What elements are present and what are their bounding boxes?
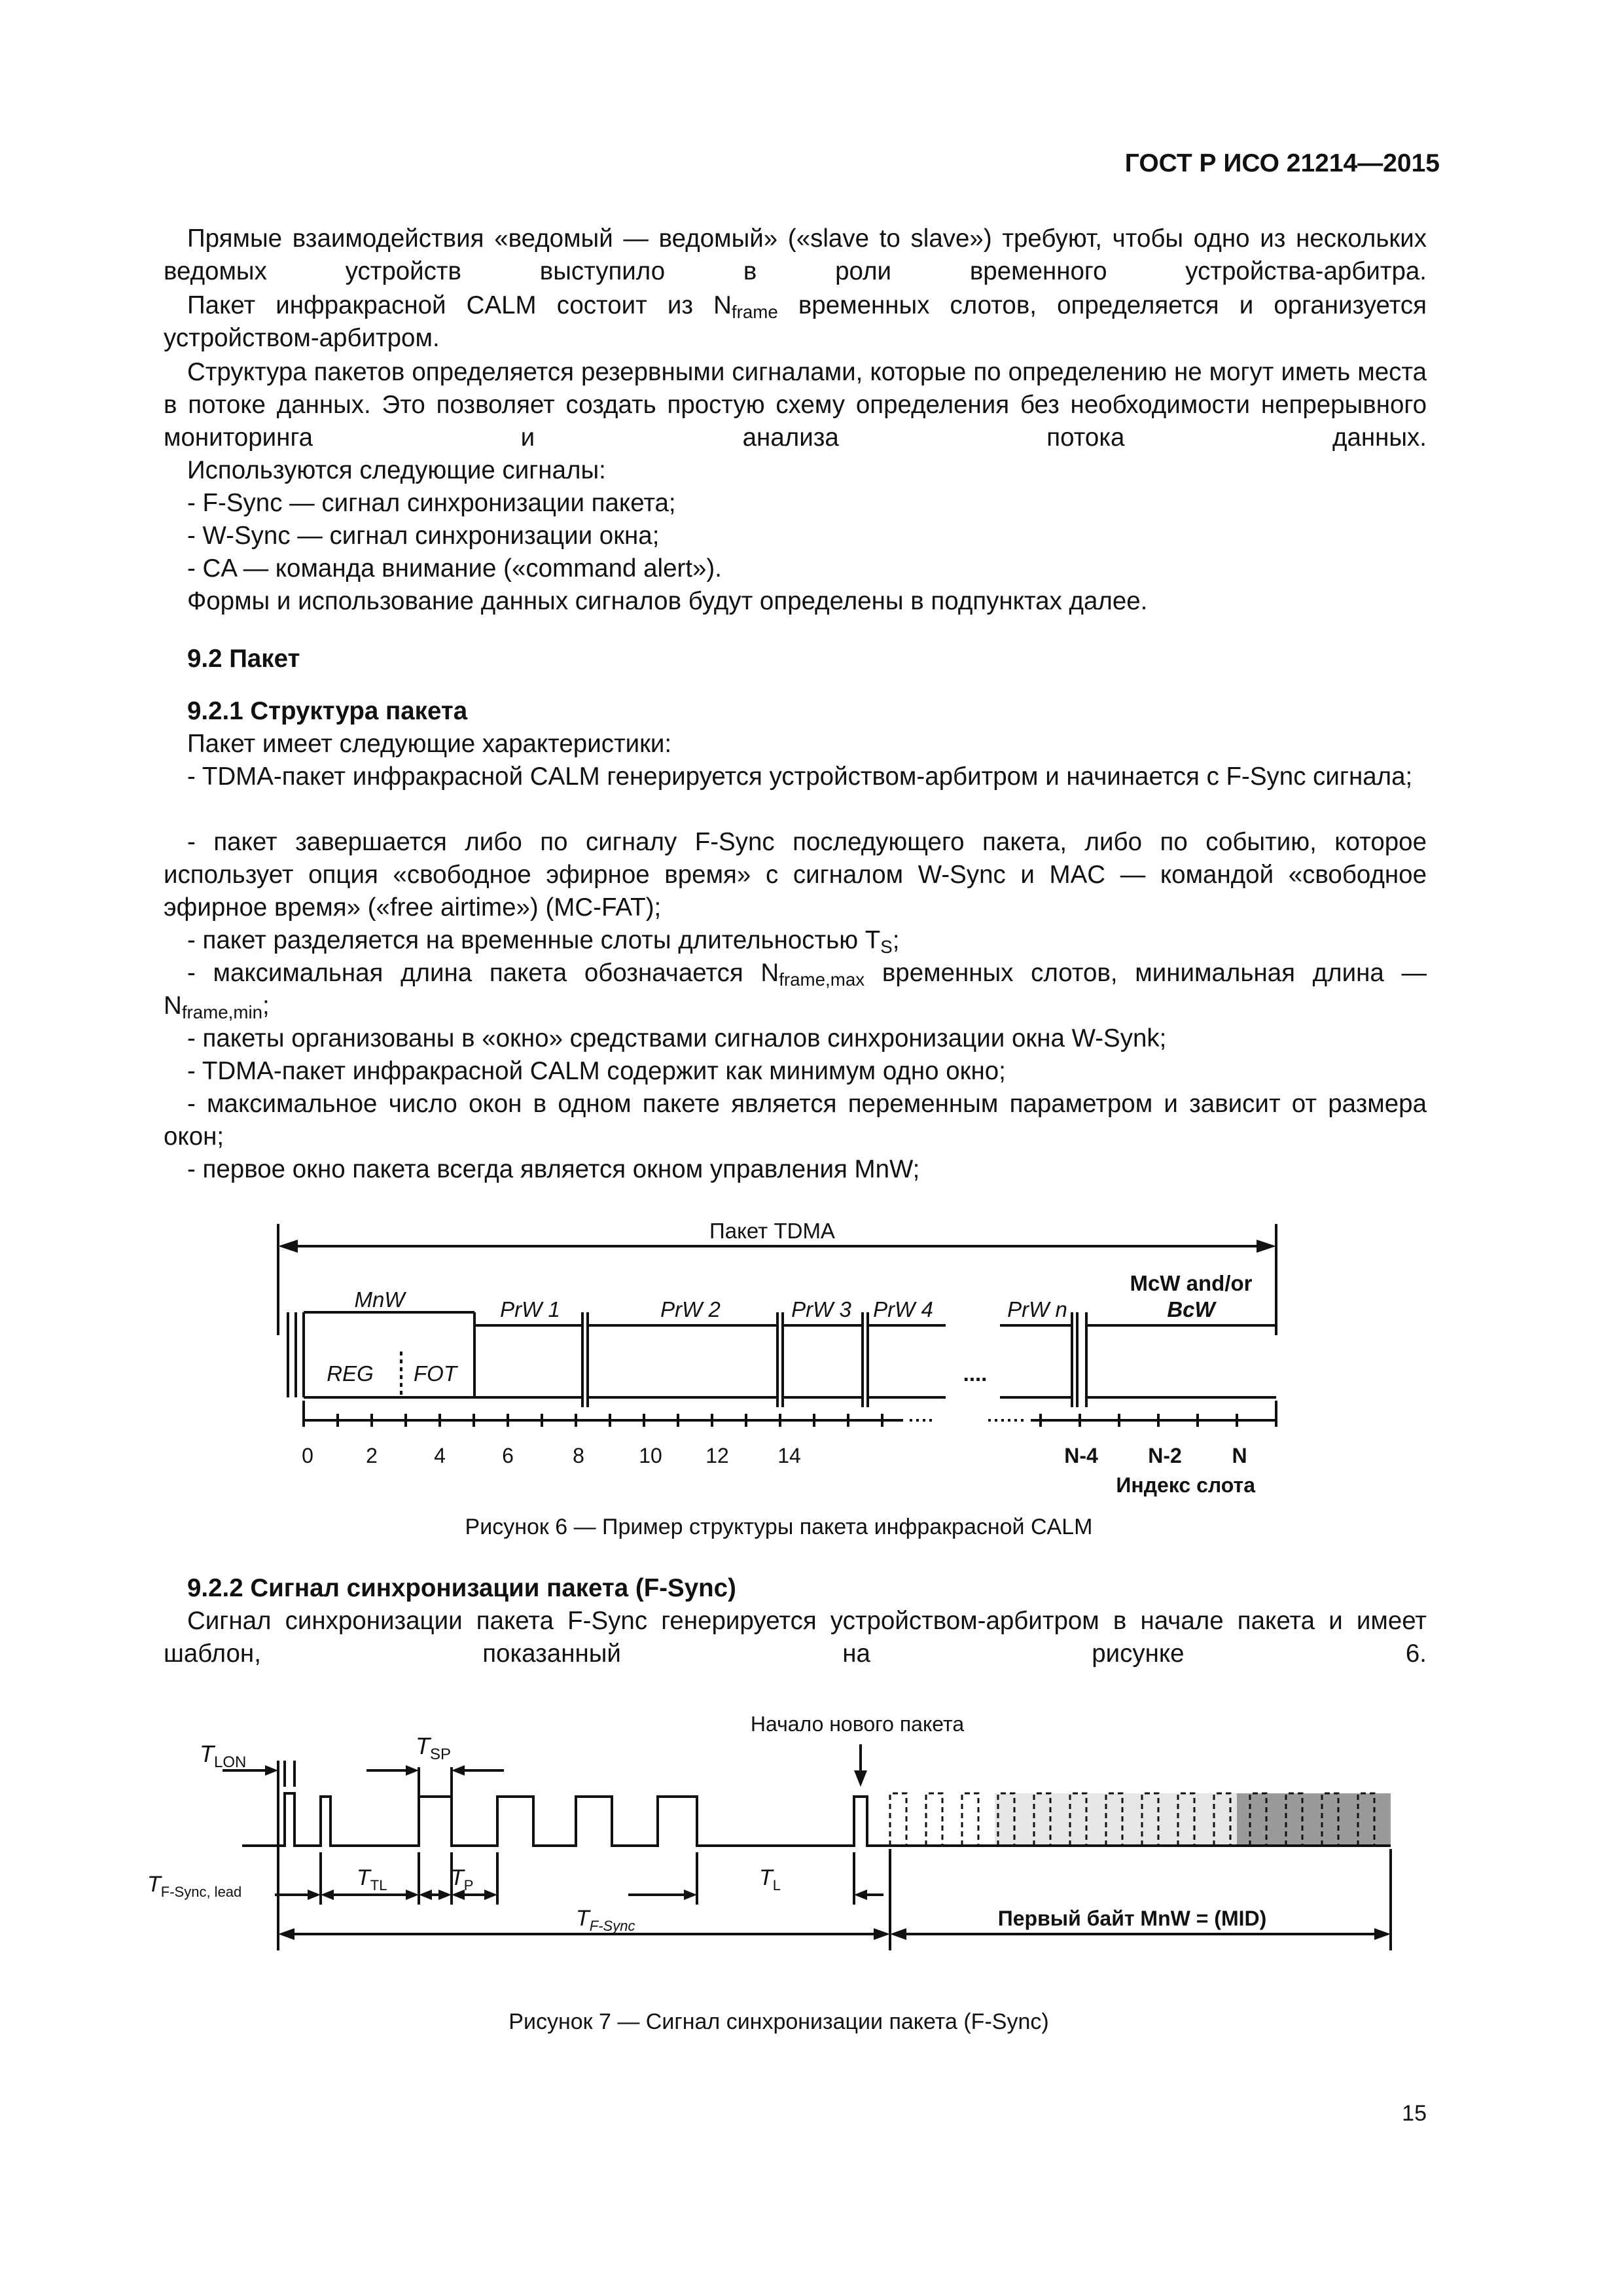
reg-label: REG <box>327 1361 374 1386</box>
tfsync-label: $T_{F-Sync}$ <box>576 1906 635 1934</box>
tick-label: 10 <box>639 1444 662 1467</box>
tl-label: $T_L$ <box>759 1865 781 1893</box>
new-packet-label: Начало нового пакета <box>750 1712 965 1736</box>
list-item-slots <box>164 924 1427 957</box>
subscript: frame,max <box>779 969 865 990</box>
tick-label: 2 <box>366 1444 378 1467</box>
window-label-prw1: PrW 1 <box>500 1297 560 1321</box>
subscript: SP <box>430 1746 452 1763</box>
text: ; <box>892 926 900 954</box>
tfsync-lead-label: $T_{F-Sync, lead}$ <box>147 1872 242 1900</box>
text: - пакет разделяется на временные слоты длительностью T <box>187 926 881 954</box>
list-item-fsync: - F-Sync — сигнал синхронизации пакета; <box>187 489 676 517</box>
paragraph-fsync: Сигнал синхронизации пакета F-Sync генерируется устройством-арбитром в начале пакета и имеет шаблон, показанный на рисунке 6. <box>164 1607 1427 1668</box>
ellipsis: .... <box>963 1361 988 1386</box>
tick-label: N <box>1232 1444 1247 1467</box>
tick-label: N-4 <box>1064 1444 1098 1467</box>
list-item-windows: - пакеты организованы в «окно» средствами сигналов синхронизации окна W-Synk; <box>187 1024 1167 1052</box>
paragraph-slave: Прямые взаимодействия «ведомый — ведомый» («slave to slave») требуют, чтобы одно из нескольких ведомых устройств выступило в роли временного устройства-арбитра. <box>164 224 1427 285</box>
text: ; <box>262 992 270 1020</box>
list-item-max-length <box>164 957 1427 1022</box>
tsp-label: $T_{SP}$ <box>416 1732 452 1763</box>
list-item-tdma-start: - TDMA-пакет инфракрасной CALM генерируется устройством-арбитром и начинается с F-Sync сигнала; <box>187 762 1413 791</box>
tick-label: 8 <box>573 1444 584 1467</box>
first-byte-label: Первый байт MnW = (MID) <box>997 1907 1267 1930</box>
figure-7-fsync-signal <box>0 1689 1623 1964</box>
subscript: P <box>463 1877 474 1893</box>
subscript: F-Sync, lead <box>160 1884 242 1900</box>
page-number: 15 <box>1402 2101 1427 2126</box>
window-label-mcw: McW and/or <box>1130 1271 1253 1295</box>
subscript: frame,min <box>181 1001 263 1022</box>
tick-label: 4 <box>434 1444 446 1467</box>
document-header: ГОСТ Р ИСО 21214—2015 <box>1124 149 1440 177</box>
text: - максимальная длина пакета обозначается N <box>187 959 779 987</box>
list-item-max-windows: - максимальное число окон в одном пакете является переменным параметром и зависит от размера окон; <box>164 1090 1427 1151</box>
subscript: S <box>880 936 893 957</box>
section-title-9-2-1: 9.2.1 Структура пакета <box>187 697 468 725</box>
text: временных слотов, минимальная длина — N <box>164 959 1427 1020</box>
subscript: frame <box>731 301 778 322</box>
packet-tdma-label: Пакет TDMA <box>709 1219 835 1243</box>
figure-7-caption: Рисунок 7 — Сигнал синхронизации пакета (F-Sync) <box>508 2009 1049 2034</box>
list-item-ca: - CA — команда внимание («command alert»). <box>187 554 722 583</box>
fot-label: FOT <box>414 1361 457 1386</box>
paragraph-forms: Формы и использование данных сигналов будут определены в подпунктах далее. <box>187 587 1148 615</box>
window-label-bcw: BcW <box>1167 1297 1215 1321</box>
paragraph-characteristics: Пакет имеет следующие характеристики: <box>187 730 672 758</box>
window-label-mnw: MnW <box>354 1287 405 1312</box>
paragraph-signals-lead: Используются следующие сигналы: <box>187 456 606 484</box>
window-label-prw2: PrW 2 <box>660 1297 721 1321</box>
tp-label: $T_P$ <box>450 1865 474 1893</box>
paragraph-packet-frames <box>164 289 1427 355</box>
tlon-label: $T_{LON}$ <box>200 1740 247 1771</box>
list-item-min-window: - TDMA-пакет инфракрасной CALM содержит как минимум одно окно; <box>187 1057 1006 1085</box>
paragraph-structure: Структура пакетов определяется резервными сигналами, которые по определению не могут иметь места в потоке данных. Это позволяет создать простую схему определения без необходимости непрерывного мониторинга и анализа потока данных. <box>164 358 1427 452</box>
tick-label: 14 <box>777 1444 801 1467</box>
text: временных слотов, определяется и организуется устройством-арбитром. <box>164 291 1427 352</box>
subscript: F-Sync <box>589 1918 635 1934</box>
subscript: LON <box>214 1753 247 1771</box>
figure-6-packet-structure <box>0 1204 1623 1545</box>
figure-6-caption: Рисунок 6 — Пример структуры пакета инфракрасной CALM <box>465 1515 1093 1539</box>
subscript: TL <box>370 1877 387 1893</box>
tick-label: N-2 <box>1148 1444 1182 1467</box>
ttl-label: $T_{TL}$ <box>357 1865 387 1893</box>
tick-label: 6 <box>502 1444 514 1467</box>
list-item-first-window: - первое окно пакета всегда является окном управления MnW; <box>187 1155 920 1183</box>
window-label-prwn: PrW n <box>1007 1297 1067 1321</box>
list-item-packet-end: - пакет завершается либо по сигналу F-Sync последующего пакета, либо по событию, которое использует опция «свободное эфирное время» с сигналом W-Sync и MAC — командой «свободное эфирное время» («free airtime») (MC-FAT); <box>164 828 1427 922</box>
tick-label: 12 <box>705 1444 729 1467</box>
subscript: L <box>772 1877 781 1893</box>
list-item-wsync: - W-Sync — сигнал синхронизации окна; <box>187 522 660 550</box>
text: Пакет инфракрасной CALM состоит из N <box>187 291 732 319</box>
section-title-9-2: 9.2 Пакет <box>187 645 300 673</box>
window-label-prw3: PrW 3 <box>791 1297 851 1321</box>
section-title-9-2-2: 9.2.2 Сигнал синхронизации пакета (F-Sync) <box>187 1574 736 1602</box>
tick-label: 0 <box>302 1444 313 1467</box>
axis-label: Индекс слота <box>1116 1473 1255 1497</box>
window-label-prw4: PrW 4 <box>873 1297 933 1321</box>
